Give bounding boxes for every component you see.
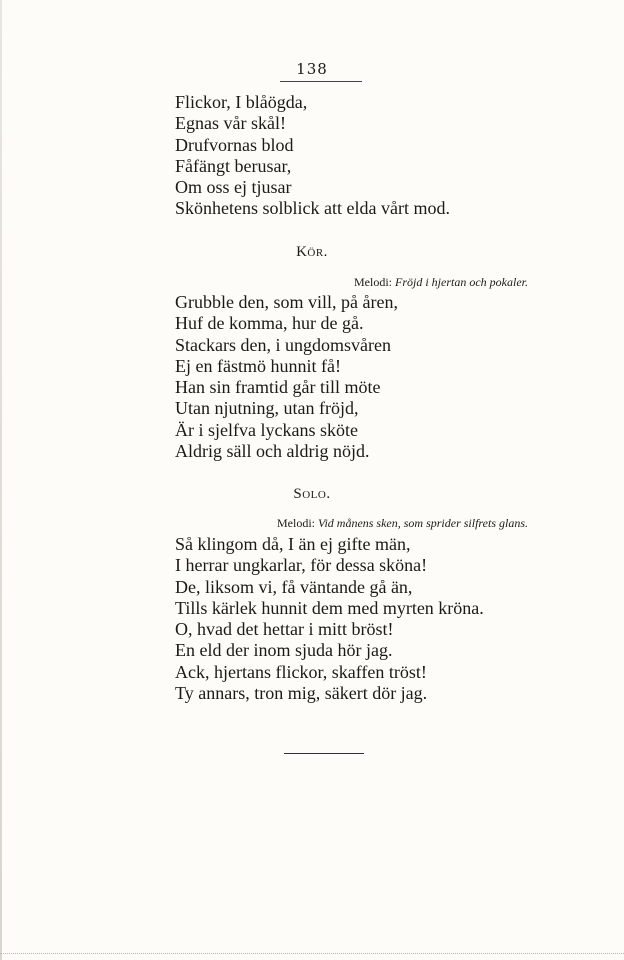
verse-line: Huf de komma, hur de gå. <box>175 313 364 334</box>
page-number: 138 <box>296 60 328 78</box>
stanza-solo <box>175 534 484 704</box>
page-number-rule <box>280 81 362 82</box>
verse-line: Är i sjelfva lyckans sköte <box>175 419 358 440</box>
section-heading-kor: Kör. <box>296 244 328 260</box>
melody-line-kor <box>354 275 528 290</box>
verse-line: Han sin framtid går till möte <box>175 377 381 398</box>
verse-line: Skönhetens solblick att elda vårt mod. <box>175 198 450 219</box>
stanza-1 <box>175 92 450 220</box>
verse-line: Ej en fästmö hunnit få! <box>175 355 341 376</box>
end-rule <box>284 753 364 754</box>
verse-line: Aldrig säll och aldrig nöjd. <box>175 441 370 462</box>
verse-line: En eld der inom sjuda hör jag. <box>175 640 393 661</box>
verse-line: Stackars den, i ungdomsvåren <box>175 334 391 355</box>
verse-line: Tills kärlek hunnit dem med myrten kröna. <box>175 597 484 618</box>
verse-line: Så klingom då, I än ej gifte män, <box>175 534 411 554</box>
verse-line: Utan njutning, utan fröjd, <box>175 398 359 419</box>
melody-label: Melodi: <box>277 516 315 530</box>
melody-line-solo <box>277 516 528 531</box>
verse-line: Flickor, I blåögda, <box>175 92 308 112</box>
melody-title: Vid månens sken, som sprider silfrets glans. <box>318 516 528 530</box>
section-heading-solo: Solo. <box>293 486 331 502</box>
stanza-kor <box>175 292 398 462</box>
verse-line: I herrar ungkarlar, för dessa sköna! <box>175 555 428 576</box>
verse-line: Fåfängt berusar, <box>175 155 292 176</box>
verse-line: Grubble den, som vill, på åren, <box>175 292 398 312</box>
melody-title: Fröjd i hjertan och pokaler. <box>395 275 528 289</box>
verse-line: Ack, hjertans flickor, skaffen tröst! <box>175 661 427 682</box>
page-bottom-edge <box>0 953 624 954</box>
melody-label: Melodi: <box>354 275 393 289</box>
verse-line: Egnas vår skål! <box>175 113 286 134</box>
verse-line: De, liksom vi, få väntande gå än, <box>175 576 413 597</box>
page-left-edge <box>0 0 2 960</box>
verse-line: Ty annars, tron mig, säkert dör jag. <box>175 683 428 704</box>
verse-line: Drufvornas blod <box>175 134 294 155</box>
verse-line: O, hvad det hettar i mitt bröst! <box>175 619 394 640</box>
verse-line: Om oss ej tjusar <box>175 177 292 198</box>
